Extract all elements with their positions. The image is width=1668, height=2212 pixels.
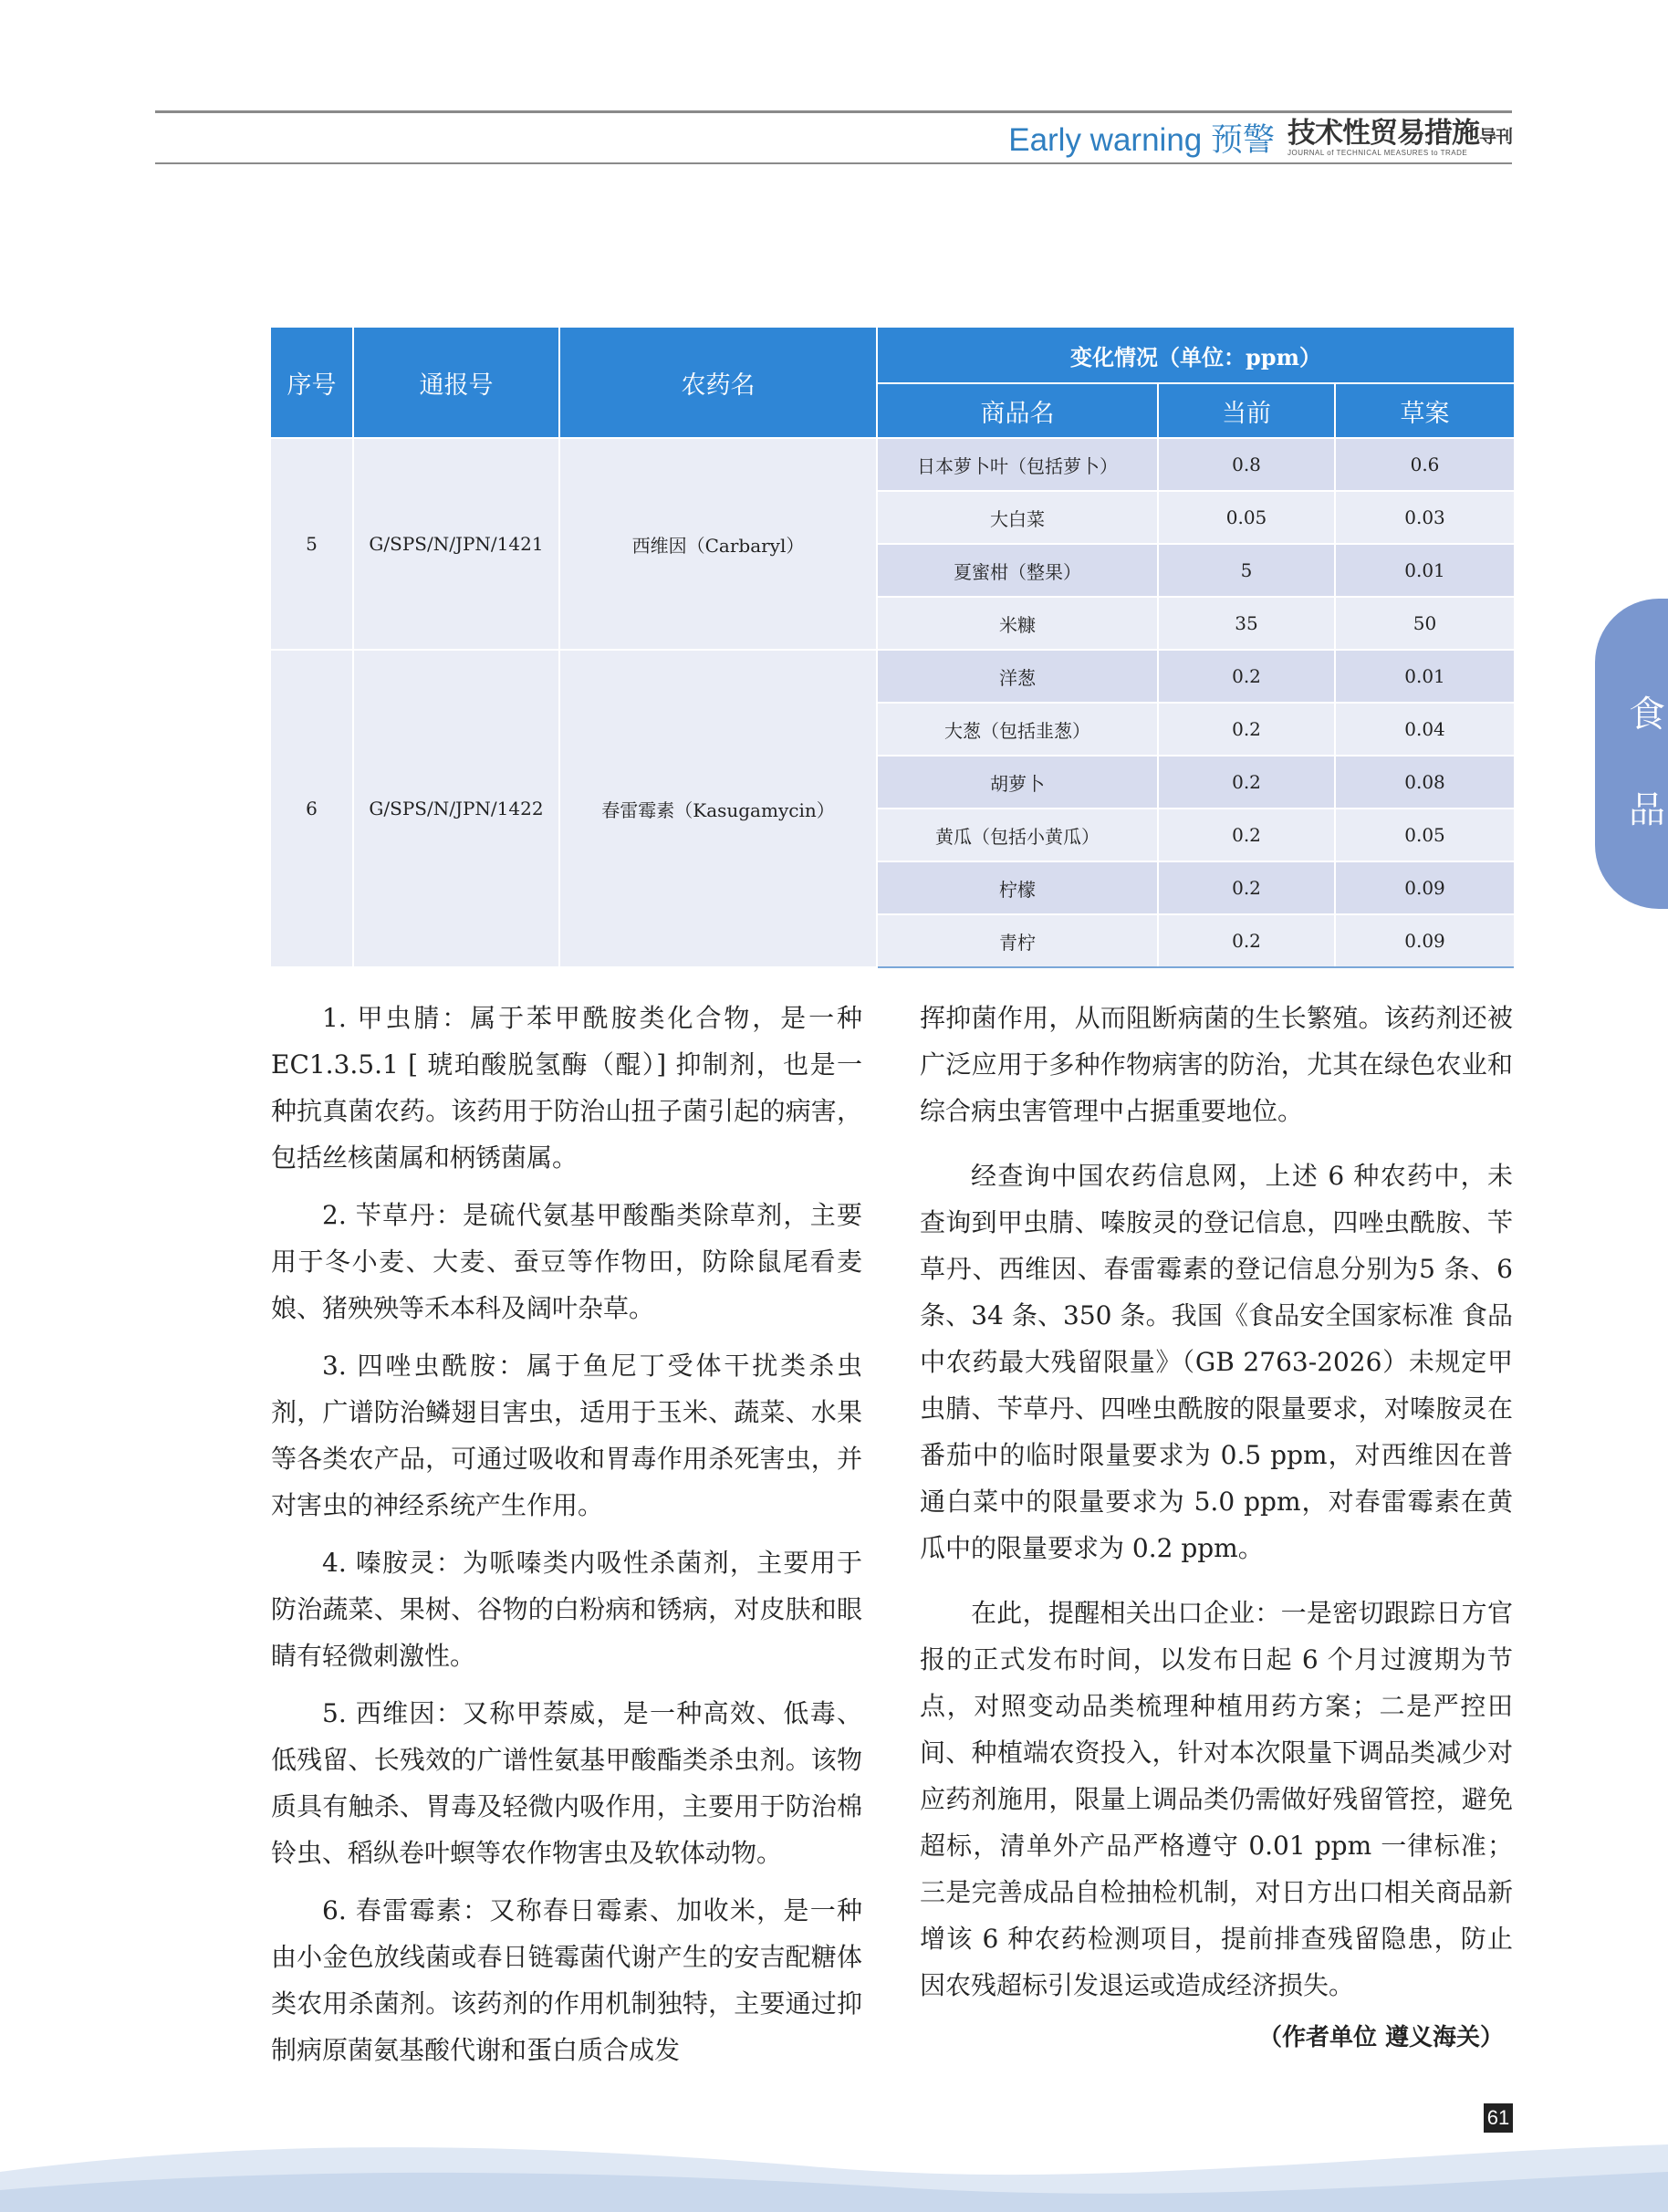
- cell-product: 洋葱: [877, 650, 1158, 703]
- cell-product: 大葱（包括韭葱）: [877, 703, 1158, 756]
- header-current: 当前: [1158, 383, 1335, 438]
- header-pesticide: 农药名: [559, 328, 877, 438]
- cell-notice: G/SPS/N/JPN/1421: [353, 438, 559, 650]
- cell-draft: 0.09: [1335, 861, 1514, 914]
- cell-current: 0.8: [1158, 438, 1335, 491]
- cell-product: 柠檬: [877, 861, 1158, 914]
- cell-current: 0.2: [1158, 914, 1335, 967]
- header-rule-bottom: [155, 162, 1512, 164]
- paragraph: 经查询中国农药信息网，上述 6 种农药中，未查询到甲虫腈、嗪胺灵的登记信息，四唑虫酰胺、苄草丹、西维因、春雷霉素的登记信息分别为5 条、6 条、34 条、350 条。我国《食品安全国家标准 食品中农药最大残留限量》（GB 2763-2026）未规定甲虫腈、苄草丹、四唑虫酰胺的限量要求，对嗪胺灵在番茄中的临时限量要求为 0.5 ppm，对西维因在普通白菜中的限量要求为 5.0 ppm，对春雷霉素在黄瓜中的限量要求为 0.2 ppm。: [920, 1161, 1513, 1563]
- cell-draft: 50: [1335, 597, 1514, 650]
- journal-suffix: 导刊: [1478, 126, 1512, 147]
- cell-product: 胡萝卜: [877, 756, 1158, 809]
- cell-current: 0.2: [1158, 703, 1335, 756]
- cell-draft: 0.6: [1335, 438, 1514, 491]
- table-row: [271, 650, 1514, 703]
- page-header: [1008, 115, 1512, 161]
- side-tab-char: 品: [1629, 789, 1665, 831]
- header-rule-top: [155, 110, 1512, 113]
- cell-current: 0.2: [1158, 756, 1335, 809]
- header-change: 变化情况（单位：ppm）: [877, 328, 1514, 383]
- section-label: Early warning 预警: [1008, 122, 1275, 158]
- journal-logo: [1287, 116, 1512, 157]
- cell-product: 日本萝卜叶（包括萝卜）: [877, 438, 1158, 491]
- paragraph: 1. 甲虫腈：属于苯甲酰胺类化合物，是一种EC1.3.5.1 [ 琥珀酸脱氢酶（醌）] 抑制剂，也是一种抗真菌农药。该药用于防治山扭子菌引起的病害，包括丝核菌属和柄锈菌属。: [271, 1003, 862, 1173]
- cell-pesticide: 西维因（Carbaryl）: [559, 438, 877, 650]
- body-column-left: [271, 995, 862, 2073]
- paragraph: 在此，提醒相关出口企业：一是密切跟踪日方官报的正式发布时间，以发布日起 6 个月过渡期为节点，对照变动品类梳理种植用药方案；二是严控田间、种植端农资投入，针对本次限量下调品类减少对应药剂施用，限量上调品类仍需做好残留管控，避免超标，清单外产品严格遵守 0.01 ppm 一律标准；三是完善成品自检抽检机制，对日方出口相关商品新增该 6 种农药检测项目，提前排查残留隐患，防止因农残超标引发退运或造成经济损失。: [920, 1598, 1513, 2000]
- cell-current: 0.2: [1158, 650, 1335, 703]
- footer-wave-decoration: [0, 2117, 1668, 2212]
- paragraph: 5. 西维因：又称甲萘威，是一种高效、低毒、低残留、长残效的广谱性氨基甲酸酯类杀虫剂。该物质具有触杀、胃毒及轻微内吸作用，主要用于防治棉铃虫、稻纵卷叶螟等农作物害虫及软体动物。: [271, 1698, 862, 1868]
- journal-title: 技术性贸易措施: [1287, 116, 1479, 150]
- paragraph: 挥抑菌作用，从而阻断病菌的生长繁殖。该药剂还被广泛应用于多种作物病害的防治，尤其在绿色农业和综合病虫害管理中占据重要地位。: [920, 1003, 1513, 1126]
- cell-current: 0.2: [1158, 809, 1335, 861]
- cell-product: 米糠: [877, 597, 1158, 650]
- paragraph: 6. 春雷霉素：又称春日霉素、加收米，是一种由小金色放线菌或春日链霉菌代谢产生的安吉配糖体类农用杀菌剂。该药剂的作用机制独特，主要通过抑制病原菌氨基酸代谢和蛋白质合成发: [271, 1895, 862, 2065]
- cell-current: 35: [1158, 597, 1335, 650]
- header-product: 商品名: [877, 383, 1158, 438]
- cell-current: 0.2: [1158, 861, 1335, 914]
- cell-product: 夏蜜柑（整果）: [877, 544, 1158, 597]
- cell-seq: 6: [271, 650, 353, 967]
- cell-seq: 5: [271, 438, 353, 650]
- table-row: [271, 438, 1514, 491]
- author-affiliation: （作者单位 遵义海关）: [1257, 2024, 1504, 2051]
- cell-draft: 0.01: [1335, 650, 1514, 703]
- paragraph: 4. 嗪胺灵：为哌嗪类内吸性杀菌剂，主要用于防治蔬菜、果树、谷物的白粉病和锈病，对皮肤和眼睛有轻微刺激性。: [271, 1548, 862, 1671]
- cell-draft: 0.04: [1335, 703, 1514, 756]
- cell-product: 黄瓜（包括小黄瓜）: [877, 809, 1158, 861]
- cell-draft: 0.03: [1335, 491, 1514, 544]
- body-column-right: [920, 995, 1513, 2009]
- cell-current: 5: [1158, 544, 1335, 597]
- cell-draft: 0.09: [1335, 914, 1514, 967]
- cell-product: 大白菜: [877, 491, 1158, 544]
- category-side-tab: [1595, 599, 1668, 909]
- header-notice: 通报号: [353, 328, 559, 438]
- cell-notice: G/SPS/N/JPN/1422: [353, 650, 559, 967]
- cell-pesticide: 春雷霉素（Kasugamycin）: [559, 650, 877, 967]
- paragraph: 2. 苄草丹：是硫代氨基甲酸酯类除草剂，主要用于冬小麦、大麦、蚕豆等作物田，防除鼠尾看麦娘、猪殃殃等禾本科及阔叶杂草。: [271, 1200, 862, 1323]
- cell-draft: 0.05: [1335, 809, 1514, 861]
- header-draft: 草案: [1335, 383, 1514, 438]
- cell-draft: 0.01: [1335, 544, 1514, 597]
- page-number: 61: [1484, 2103, 1513, 2133]
- side-tab-char: 食: [1629, 694, 1665, 736]
- journal-subtitle: JOURNAL of TECHNICAL MEASURES to TRADE: [1287, 148, 1468, 157]
- pesticide-limit-table: [271, 328, 1514, 968]
- cell-product: 青柠: [877, 914, 1158, 967]
- paragraph: 3. 四唑虫酰胺：属于鱼尼丁受体干扰类杀虫剂，广谱防治鳞翅目害虫，适用于玉米、蔬菜、水果等各类农产品，可通过吸收和胃毒作用杀死害虫，并对害虫的神经系统产生作用。: [271, 1351, 862, 1520]
- cell-current: 0.05: [1158, 491, 1335, 544]
- cell-draft: 0.08: [1335, 756, 1514, 809]
- header-seq: 序号: [271, 328, 353, 438]
